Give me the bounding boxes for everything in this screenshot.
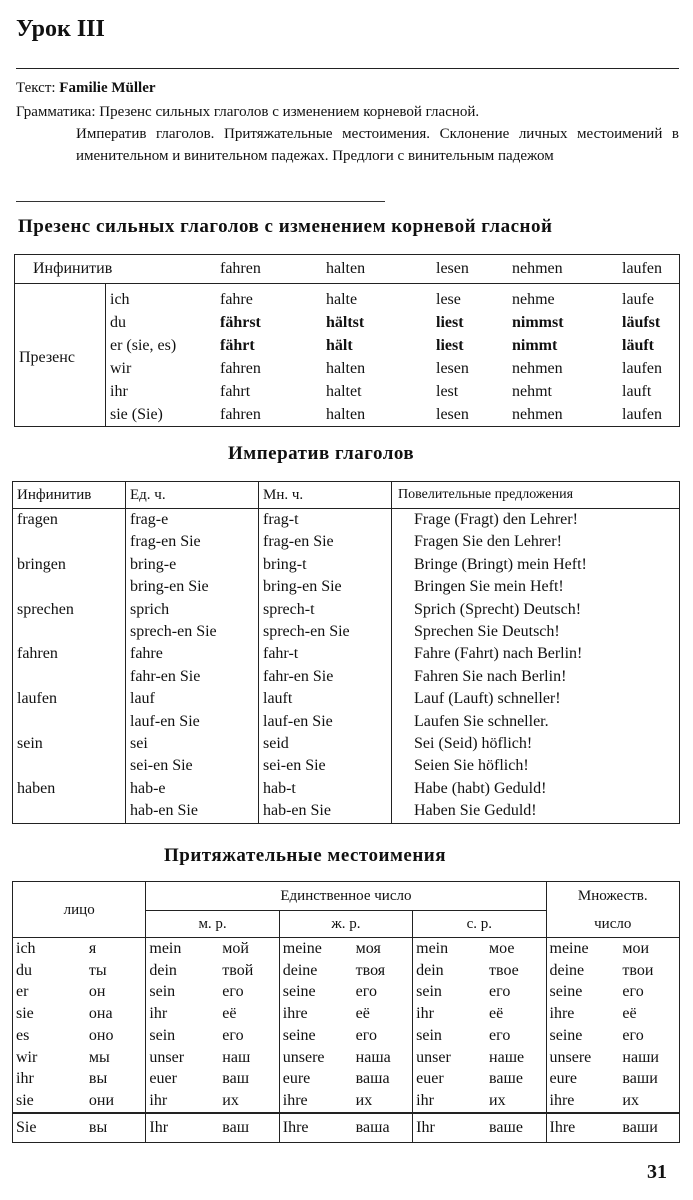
header-cell: Инфинитив — [13, 482, 126, 509]
table-row — [13, 688, 680, 710]
text-line — [16, 77, 679, 99]
singular-cell: sei-en Sie — [126, 755, 259, 777]
form-cell: halten — [326, 406, 366, 423]
masc-de-cell: sein — [149, 1026, 176, 1044]
person-ru-cell: они — [86, 1090, 146, 1113]
sentence-cell: Fahren Sie nach Berlin! — [414, 667, 567, 685]
form-cell: lese — [436, 291, 461, 308]
plural-cell: seid — [259, 733, 392, 755]
table-row — [13, 1068, 680, 1090]
plural-de-cell: ihre — [549, 1005, 575, 1023]
person-ru-cell: вы — [86, 1068, 146, 1090]
plural-cell: hab-en Sie — [259, 800, 392, 823]
sentence-cell: Sprich (Sprecht) Deutsch! — [414, 600, 582, 618]
singular-cell: frag-e — [126, 509, 259, 532]
plural-de-cell: unsere — [549, 1048, 592, 1066]
person-de-cell: Sie — [13, 1113, 86, 1143]
fem-ru-cell: твоя — [353, 960, 413, 982]
infinitive-cell: haben — [13, 778, 126, 800]
fem-ru-cell: ваша — [353, 1068, 413, 1090]
present-tense-table — [14, 254, 680, 427]
plural-de-cell: meine — [549, 940, 589, 957]
infinitive-cell — [13, 666, 126, 688]
singular-cell: hab-en Sie — [126, 800, 259, 823]
table-row — [13, 643, 680, 665]
person-ru-cell: мы — [86, 1047, 146, 1069]
masc-ru-cell: его — [219, 981, 279, 1003]
plural-cell: fahr-en Sie — [259, 666, 392, 688]
section2-title: Императив глаголов — [228, 443, 415, 464]
lesson-title: Урок III — [16, 16, 105, 42]
page-number: 31 — [647, 1161, 667, 1183]
form-cell: lesen — [436, 360, 469, 377]
plural-de-cell: Ihre — [546, 1113, 619, 1143]
verb-header: nehmen — [508, 255, 618, 284]
plural-cell: bring-en Sie — [259, 576, 392, 598]
singular-cell: bring-en Sie — [126, 576, 259, 598]
singular-header: Единственное число — [146, 882, 546, 911]
plural-ru-cell: наши — [622, 1048, 659, 1066]
plural-cell: frag-t — [259, 509, 392, 532]
grammar-label: Грамматика: — [16, 104, 96, 120]
imperative-rows — [13, 509, 680, 824]
sentence-cell: Bringe (Bringt) mein Heft! — [414, 555, 587, 573]
infinitive-cell: bringen — [13, 554, 126, 576]
header-divider — [16, 68, 679, 69]
table-row — [13, 554, 680, 576]
person-de-cell: er — [16, 983, 29, 1001]
sentence-cell: Sprechen Sie Deutsch! — [414, 623, 560, 641]
plural-cell: fahr-t — [259, 643, 392, 665]
imperative-table — [12, 481, 680, 824]
masc-ru-cell: мой — [219, 938, 279, 960]
masc-ru-cell: ваш — [219, 1068, 279, 1090]
sentence-cell: Bringen Sie mein Heft! — [414, 578, 564, 596]
possessive-table — [12, 881, 680, 1143]
fem-ru-cell: наша — [353, 1047, 413, 1069]
neut-ru-cell: ваше — [486, 1113, 546, 1143]
masc-ru-cell: ваш — [219, 1113, 279, 1143]
gender-m-header: м. р. — [146, 911, 279, 938]
infinitive-cell — [13, 621, 126, 643]
form-cell: lauft — [622, 383, 652, 400]
plural-de-cell: seine — [549, 983, 583, 1001]
form-cell: halten — [326, 360, 366, 377]
plural-cell: sprech-t — [259, 599, 392, 621]
pronoun-cell: ihr — [110, 383, 128, 400]
table-row — [13, 576, 680, 598]
masc-de-cell: dein — [149, 961, 177, 979]
masc-de-cell: mein — [149, 940, 182, 957]
sentence-cell: Laufen Sie schneller. — [414, 712, 549, 730]
table-row — [15, 380, 680, 403]
plural-cell: hab-t — [259, 778, 392, 800]
plural-de-cell: ihre — [549, 1091, 575, 1109]
form-cell: laufe — [622, 291, 654, 308]
plural-header-2: число — [546, 911, 680, 938]
form-cell: laufen — [622, 360, 662, 377]
table-row — [13, 666, 680, 688]
neut-ru-cell: наше — [486, 1047, 546, 1069]
table-row — [13, 960, 680, 982]
neut-ru-cell: их — [486, 1090, 546, 1113]
sentence-cell: Sei (Seid) höflich! — [414, 735, 533, 753]
plural-ru-cell: твои — [622, 961, 654, 979]
plural-de-cell: eure — [549, 1070, 578, 1088]
neut-ru-cell: его — [486, 981, 546, 1003]
plural-ru-cell: её — [622, 1005, 637, 1023]
masc-ru-cell: его — [219, 1025, 279, 1047]
singular-cell: hab-e — [126, 778, 259, 800]
header-cell: Повелительные предложения — [392, 482, 680, 509]
singular-cell: frag-en Sie — [126, 531, 259, 553]
pronoun-cell: ich — [110, 291, 130, 308]
form-cell: haltet — [326, 383, 362, 400]
form-cell: liest — [436, 337, 464, 354]
person-de-cell: ich — [16, 940, 36, 957]
singular-cell: fahr-en Sie — [126, 666, 259, 688]
form-cell: nehmt — [512, 383, 552, 400]
table-header-row — [13, 482, 680, 509]
form-cell: liest — [436, 314, 464, 331]
masc-ru-cell: наш — [219, 1047, 279, 1069]
plural-de-cell: deine — [549, 961, 585, 979]
grammar-rest: Императив глаголов. Притяжательные местоимения. Склонение личных местоимений в именительном и винительном падежах. Предлоги с винительным падежом — [76, 126, 679, 164]
person-de-cell: wir — [16, 1048, 38, 1066]
table-row — [13, 531, 680, 553]
singular-cell: sprech-en Sie — [126, 621, 259, 643]
pronoun-cell: er (sie, es) — [110, 337, 177, 354]
masc-ru-cell: её — [219, 1003, 279, 1025]
singular-cell: lauf-en Sie — [126, 711, 259, 733]
sentence-cell: Seien Sie höflich! — [414, 757, 529, 775]
table-row — [13, 938, 680, 960]
form-cell: fahre — [220, 291, 253, 308]
fem-de-cell: unsere — [282, 1048, 325, 1066]
neut-ru-cell: ваше — [486, 1068, 546, 1090]
present-label: Презенс — [15, 284, 106, 427]
sentence-cell: Habe (habt) Geduld! — [414, 779, 547, 797]
neut-de-cell: sein — [416, 983, 442, 1001]
plural-ru-cell: их — [622, 1091, 639, 1109]
fem-de-cell: seine — [282, 983, 316, 1001]
form-cell: hält — [326, 337, 353, 354]
fem-de-cell: ihre — [282, 1005, 308, 1023]
form-cell: lest — [436, 383, 459, 400]
form-cell: nehmen — [512, 406, 563, 423]
plural-cell: lauft — [259, 688, 392, 710]
plural-ru-cell: его — [622, 983, 644, 1001]
table-row — [15, 311, 680, 334]
header-cell: Ед. ч. — [126, 482, 259, 509]
plural-cell: bring-t — [259, 554, 392, 576]
singular-cell: bring-e — [126, 554, 259, 576]
form-cell: hältst — [326, 314, 365, 331]
plural-de-cell: seine — [549, 1026, 583, 1044]
infinitive-cell: sein — [13, 733, 126, 755]
form-cell: nimmt — [512, 337, 558, 354]
person-ru-cell: оно — [86, 1025, 146, 1047]
masc-de-cell: ihr — [149, 1091, 168, 1109]
person-ru-cell: ты — [86, 960, 146, 982]
form-cell: nehme — [512, 291, 555, 308]
verb-header: lesen — [432, 255, 508, 284]
table-row — [13, 1003, 680, 1025]
sentence-cell: Fragen Sie den Lehrer! — [414, 533, 562, 551]
form-cell: laufen — [622, 406, 662, 423]
fem-de-cell: seine — [282, 1026, 316, 1044]
infinitive-cell — [13, 711, 126, 733]
table-row — [13, 1047, 680, 1069]
infinitive-cell — [13, 800, 126, 823]
fem-de-cell: meine — [282, 940, 322, 957]
fem-ru-cell: моя — [353, 938, 413, 960]
table-row — [13, 711, 680, 733]
neut-de-cell: unser — [416, 1048, 451, 1066]
form-cell: fahren — [220, 360, 261, 377]
neut-de-cell: ihr — [416, 1005, 434, 1023]
form-cell: nehmen — [512, 360, 563, 377]
table-row — [15, 357, 680, 380]
fem-de-cell: eure — [282, 1070, 311, 1088]
form-cell: halte — [326, 291, 358, 308]
pronoun-cell: wir — [110, 360, 132, 377]
section1-title: Презенс сильных глаголов с изменением корневой гласной — [18, 216, 553, 237]
plural-cell: lauf-en Sie — [259, 711, 392, 733]
masc-ru-cell: твой — [219, 960, 279, 982]
header-cell: Мн. ч. — [259, 482, 392, 509]
neut-de-cell: Ihr — [413, 1113, 486, 1143]
person-de-cell: sie — [16, 1091, 34, 1109]
masc-de-cell: unser — [149, 1048, 185, 1066]
neut-ru-cell: его — [486, 1025, 546, 1047]
fem-de-cell: Ihre — [279, 1113, 352, 1143]
infinitive-cell: fahren — [13, 643, 126, 665]
fem-ru-cell: ваша — [353, 1113, 413, 1143]
masc-de-cell: Ihr — [146, 1113, 219, 1143]
verb-header: halten — [322, 255, 432, 284]
form-cell: läuft — [622, 337, 654, 354]
table-row — [13, 621, 680, 643]
singular-cell: sei — [126, 733, 259, 755]
plural-ru-cell: ваши — [619, 1113, 679, 1143]
neut-de-cell: ihr — [416, 1091, 434, 1109]
gender-f-header: ж. р. — [279, 911, 412, 938]
masc-de-cell: euer — [149, 1070, 177, 1088]
table-row — [13, 800, 680, 823]
neut-ru-cell: мое — [486, 938, 546, 960]
grammar-line1: Презенс сильных глаголов с изменением корневой гласной. — [99, 104, 480, 120]
possessive-rows — [13, 938, 680, 1143]
pronoun-cell: du — [110, 314, 126, 331]
table-row — [13, 509, 680, 532]
form-cell: fährst — [220, 314, 261, 331]
neut-de-cell: sein — [416, 1026, 442, 1044]
table-row — [13, 1025, 680, 1047]
sentence-cell: Haben Sie Geduld! — [414, 802, 537, 820]
table-row — [13, 733, 680, 755]
plural-cell: sei-en Sie — [259, 755, 392, 777]
form-cell: läufst — [622, 314, 661, 331]
person-de-cell: du — [16, 961, 32, 979]
table-row — [15, 284, 680, 312]
infinitive-cell: laufen — [13, 688, 126, 710]
sentence-cell: Frage (Fragt) den Lehrer! — [414, 511, 578, 528]
fem-de-cell: ihre — [282, 1091, 308, 1109]
grammar-divider — [16, 201, 385, 202]
infinitive-cell: fragen — [13, 509, 126, 532]
infinitive-header: Инфинитив — [15, 255, 217, 284]
table-row — [13, 1090, 680, 1113]
neut-de-cell: euer — [416, 1070, 444, 1088]
singular-cell: sprich — [126, 599, 259, 621]
person-de-cell: es — [16, 1026, 30, 1044]
form-cell: fahren — [220, 406, 261, 423]
fem-ru-cell: его — [353, 1025, 413, 1047]
table-row — [15, 334, 680, 357]
table-row — [13, 1113, 680, 1143]
plural-header-1: Множеств. — [546, 882, 680, 911]
plural-cell: sprech-en Sie — [259, 621, 392, 643]
singular-cell: lauf — [126, 688, 259, 710]
grammar-block — [16, 101, 679, 167]
neut-ru-cell: её — [486, 1003, 546, 1025]
plural-ru-cell: его — [622, 1026, 644, 1044]
table-row — [13, 599, 680, 621]
sentence-cell: Fahre (Fahrt) nach Berlin! — [414, 645, 583, 663]
table-row — [13, 778, 680, 800]
pronoun-cell: sie (Sie) — [110, 406, 163, 423]
singular-cell: fahre — [126, 643, 259, 665]
plural-cell: frag-en Sie — [259, 531, 392, 553]
form-cell: fahrt — [220, 383, 251, 400]
text-label: Текст: — [16, 80, 56, 96]
masc-de-cell: ihr — [149, 1005, 168, 1023]
fem-ru-cell: их — [353, 1090, 413, 1113]
form-cell: lesen — [436, 406, 469, 423]
person-ru-cell: она — [86, 1003, 146, 1025]
form-cell: nimmst — [512, 314, 564, 331]
infinitive-cell — [13, 531, 126, 553]
fem-de-cell: deine — [282, 961, 318, 979]
form-cell: fährt — [220, 337, 255, 354]
gender-n-header: с. р. — [413, 911, 546, 938]
masc-de-cell: sein — [149, 983, 176, 1001]
fem-ru-cell: его — [353, 981, 413, 1003]
infinitive-cell: sprechen — [13, 599, 126, 621]
person-header: лицо — [13, 882, 146, 938]
table-row — [13, 755, 680, 777]
infinitive-cell — [13, 576, 126, 598]
person-de-cell: sie — [16, 1005, 34, 1023]
plural-ru-cell: ваши — [622, 1070, 658, 1088]
neut-ru-cell: твое — [486, 960, 546, 982]
fem-ru-cell: её — [353, 1003, 413, 1025]
sentence-cell: Lauf (Lauft) schneller! — [414, 690, 561, 708]
neut-de-cell: mein — [416, 940, 449, 957]
table-header-row — [13, 882, 680, 911]
table-header-row — [15, 255, 680, 284]
infinitive-cell — [13, 755, 126, 777]
table-row — [15, 403, 680, 427]
neut-de-cell: dein — [416, 961, 444, 979]
person-de-cell: ihr — [16, 1070, 34, 1088]
person-ru-cell: вы — [86, 1113, 146, 1143]
person-ru-cell: он — [86, 981, 146, 1003]
table-row — [13, 981, 680, 1003]
masc-ru-cell: их — [219, 1090, 279, 1113]
person-ru-cell: я — [86, 938, 146, 960]
section3-title: Притяжательные местоимения — [164, 845, 446, 866]
verb-header: fahren — [216, 255, 322, 284]
verb-header: laufen — [618, 255, 680, 284]
text-value: Familie Müller — [59, 80, 156, 96]
plural-ru-cell: мои — [622, 940, 650, 957]
